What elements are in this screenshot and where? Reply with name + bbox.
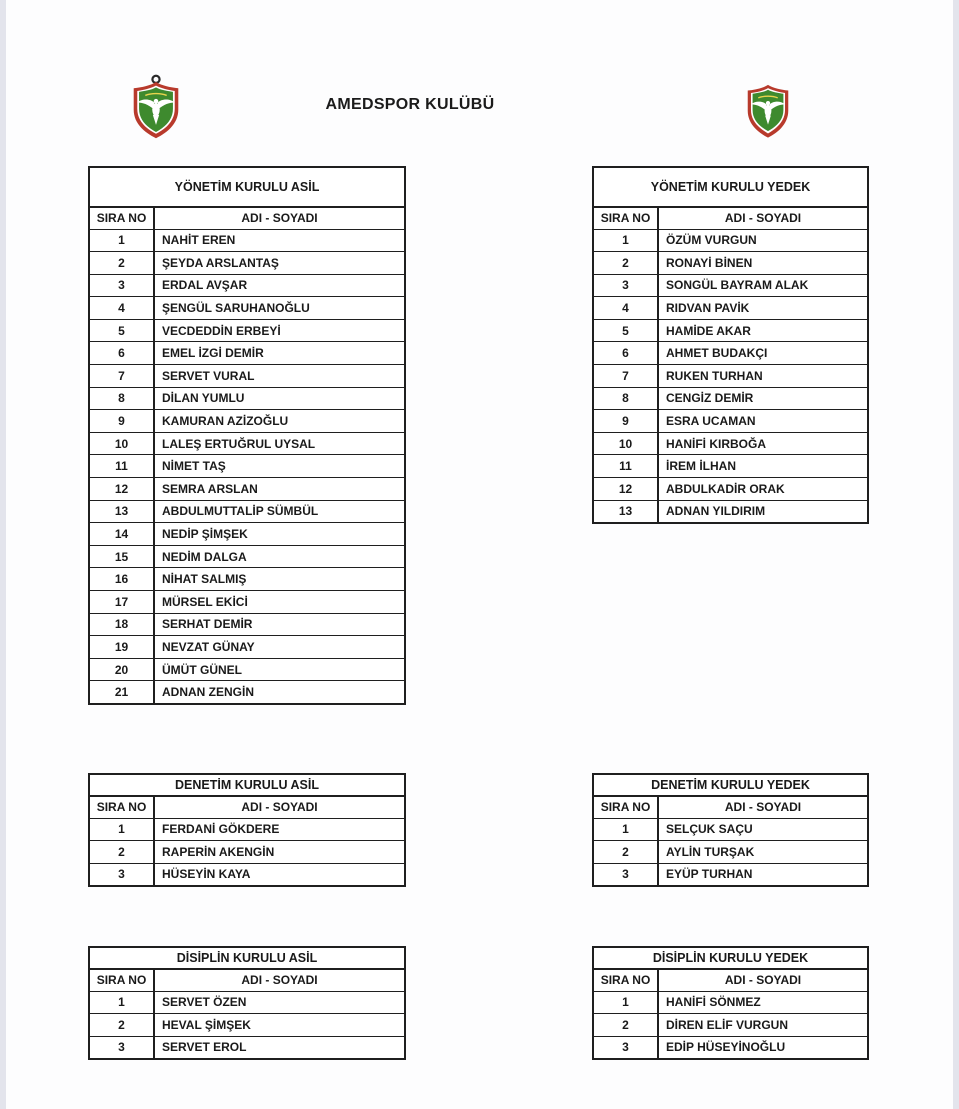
- row-name: HAMİDE AKAR: [666, 323, 751, 338]
- row-name: HÜSEYİN KAYA: [162, 867, 251, 882]
- col-header-adi-soyadi: ADI - SOYADI: [241, 800, 318, 815]
- table-row: [594, 992, 867, 1015]
- row-number: 5: [90, 320, 155, 342]
- table-row: [594, 1014, 867, 1037]
- row-number: 2: [594, 1014, 659, 1036]
- table-title: DİSİPLİN KURULU YEDEK: [594, 948, 867, 970]
- table-row: [90, 478, 404, 501]
- row-number: 3: [594, 1037, 659, 1059]
- row-name: EMEL İZGİ DEMİR: [162, 346, 264, 361]
- board-table-yonetim-kurulu-asil: [88, 166, 406, 705]
- row-name: ADNAN YILDIRIM: [666, 504, 766, 519]
- table-row: [90, 342, 404, 365]
- row-name: ERDAL AVŞAR: [162, 278, 248, 293]
- row-number: 16: [90, 568, 155, 590]
- table-row: [594, 252, 867, 275]
- row-name: NİHAT SALMIŞ: [162, 572, 247, 587]
- row-name: VECDEDDİN ERBEYİ: [162, 323, 281, 338]
- table-header-row: [90, 208, 404, 230]
- table-row: [90, 614, 404, 637]
- row-number: 14: [90, 523, 155, 545]
- row-number: 18: [90, 614, 155, 636]
- table-row: [594, 230, 867, 253]
- row-number: 7: [90, 365, 155, 387]
- table-body: [90, 992, 404, 1059]
- board-table-disiplin-kurulu-yedek: [592, 946, 869, 1060]
- table-row: [594, 841, 867, 864]
- row-name: SERVET ÖZEN: [162, 995, 247, 1010]
- board-table-denetim-kurulu-asil: [88, 773, 406, 887]
- row-name: ÖZÜM VURGUN: [666, 233, 757, 248]
- table-row: [90, 455, 404, 478]
- row-name: SERVET EROL: [162, 1040, 247, 1055]
- row-number: 2: [594, 252, 659, 274]
- row-name: ESRA UCAMAN: [666, 414, 756, 429]
- row-number: 4: [90, 297, 155, 319]
- row-number: 11: [90, 455, 155, 477]
- row-name: SONGÜL BAYRAM ALAK: [666, 278, 809, 293]
- table-row: [594, 819, 867, 842]
- table-row: [594, 365, 867, 388]
- row-name: HANİFİ KIRBOĞA: [666, 436, 766, 451]
- row-number: 9: [90, 410, 155, 432]
- table-header-row: [594, 208, 867, 230]
- row-number: 8: [594, 388, 659, 410]
- col-header-sira-no: SIRA NO: [594, 208, 659, 229]
- row-number: 2: [90, 841, 155, 863]
- col-header-sira-no: SIRA NO: [90, 970, 155, 991]
- table-row: [594, 433, 867, 456]
- page-edge-right: [953, 0, 959, 1109]
- row-number: 1: [594, 992, 659, 1014]
- row-name: HANİFİ SÖNMEZ: [666, 995, 761, 1010]
- table-header-row: [594, 970, 867, 992]
- row-name: DİREN ELİF VURGUN: [666, 1017, 789, 1032]
- col-header-sira-no: SIRA NO: [594, 970, 659, 991]
- row-number: 3: [90, 1037, 155, 1059]
- row-number: 3: [594, 864, 659, 886]
- row-name: SEMRA ARSLAN: [162, 481, 258, 496]
- table-title: DENETİM KURULU YEDEK: [594, 775, 867, 797]
- table-body: [90, 819, 404, 886]
- table-row: [90, 230, 404, 253]
- table-row: [594, 388, 867, 411]
- table-row: [90, 365, 404, 388]
- row-name: NAHİT EREN: [162, 233, 236, 248]
- table-row: [90, 1014, 404, 1037]
- row-number: 1: [90, 819, 155, 841]
- table-row: [90, 591, 404, 614]
- table-row: [90, 501, 404, 524]
- row-name: EYÜP TURHAN: [666, 867, 753, 882]
- col-header-adi-soyadi: ADI - SOYADI: [724, 211, 802, 226]
- col-header-sira-no: SIRA NO: [90, 797, 155, 818]
- row-number: 12: [594, 478, 659, 500]
- table-row: [90, 568, 404, 591]
- row-number: 17: [90, 591, 155, 613]
- table-header-row: [90, 797, 404, 819]
- row-number: 6: [90, 342, 155, 364]
- row-name: ADNAN ZENGİN: [162, 685, 254, 700]
- row-number: 19: [90, 636, 155, 658]
- table-row: [90, 659, 404, 682]
- row-number: 2: [594, 841, 659, 863]
- row-name: RUKEN TURHAN: [666, 368, 763, 383]
- table-row: [594, 275, 867, 298]
- row-number: 3: [594, 275, 659, 297]
- table-row: [90, 819, 404, 842]
- row-name: NEDİM DALGA: [162, 549, 247, 564]
- row-number: 5: [594, 320, 659, 342]
- row-number: 7: [594, 365, 659, 387]
- row-name: İREM İLHAN: [666, 459, 736, 474]
- row-name: NİMET TAŞ: [162, 459, 226, 474]
- row-name: MÜRSEL EKİCİ: [162, 594, 248, 609]
- col-header-sira-no: SIRA NO: [90, 208, 155, 229]
- table-title: DENETİM KURULU ASİL: [90, 775, 404, 797]
- board-table-disiplin-kurulu-asil: [88, 946, 406, 1060]
- table-row: [90, 388, 404, 411]
- row-number: 3: [90, 864, 155, 886]
- row-name: KAMURAN AZİZOĞLU: [162, 414, 289, 429]
- row-number: 13: [594, 501, 659, 523]
- table-row: [90, 297, 404, 320]
- row-number: 1: [90, 992, 155, 1014]
- table-row: [90, 410, 404, 433]
- table-row: [90, 681, 404, 703]
- page-title: AMEDSPOR KULÜBÜ: [325, 96, 495, 113]
- row-number: 4: [594, 297, 659, 319]
- col-header-adi-soyadi: ADI - SOYADI: [241, 973, 318, 988]
- row-number: 13: [90, 501, 155, 523]
- row-number: 3: [90, 275, 155, 297]
- table-row: [90, 1037, 404, 1059]
- table-row: [90, 523, 404, 546]
- row-name: NEVZAT GÜNAY: [162, 639, 255, 654]
- row-number: 10: [90, 433, 155, 455]
- table-header-row: [90, 970, 404, 992]
- row-number: 21: [90, 681, 155, 703]
- table-row: [90, 433, 404, 456]
- table-row: [594, 320, 867, 343]
- table-row: [90, 841, 404, 864]
- row-name: ŞEYDA ARSLANTAŞ: [162, 255, 279, 270]
- table-body: [90, 230, 404, 703]
- col-header-adi-soyadi: ADI - SOYADI: [724, 973, 802, 988]
- row-number: 1: [594, 819, 659, 841]
- row-name: SERVET VURAL: [162, 368, 255, 383]
- table-row: [90, 546, 404, 569]
- table-row: [594, 297, 867, 320]
- row-name: NEDİP ŞİMŞEK: [162, 527, 248, 542]
- row-number: 8: [90, 388, 155, 410]
- row-name: EDİP HÜSEYİNOĞLU: [666, 1040, 786, 1055]
- row-number: 20: [90, 659, 155, 681]
- row-number: 11: [594, 455, 659, 477]
- table-title: YÖNETİM KURULU ASİL: [90, 168, 404, 208]
- row-name: HEVAL ŞİMŞEK: [162, 1017, 251, 1032]
- table-row: [90, 636, 404, 659]
- table-row: [594, 864, 867, 886]
- club-crest-icon: [742, 80, 794, 140]
- table-row: [594, 501, 867, 523]
- table-row: [594, 1037, 867, 1059]
- board-table-denetim-kurulu-yedek: [592, 773, 869, 887]
- row-name: ŞENGÜL SARUHANOĞLU: [162, 301, 310, 316]
- board-table-yonetim-kurulu-yedek: [592, 166, 869, 524]
- row-number: 12: [90, 478, 155, 500]
- row-name: RAPERİN AKENGİN: [162, 844, 275, 859]
- table-row: [594, 410, 867, 433]
- row-number: 1: [594, 230, 659, 252]
- page-edge-left: [0, 0, 6, 1109]
- row-name: SERHAT DEMİR: [162, 617, 253, 632]
- col-header-adi-soyadi: ADI - SOYADI: [724, 800, 802, 815]
- row-number: 2: [90, 252, 155, 274]
- row-name: DİLAN YUMLU: [162, 391, 245, 406]
- row-name: ABDULMUTTALİP SÜMBÜL: [162, 504, 319, 519]
- col-header-sira-no: SIRA NO: [594, 797, 659, 818]
- row-name: AYLİN TURŞAK: [666, 844, 755, 859]
- table-row: [90, 992, 404, 1015]
- row-number: 15: [90, 546, 155, 568]
- row-name: CENGİZ DEMİR: [666, 391, 754, 406]
- table-body: [594, 992, 867, 1059]
- row-number: 9: [594, 410, 659, 432]
- table-title: YÖNETİM KURULU YEDEK: [594, 168, 867, 208]
- table-title: DİSİPLİN KURULU ASİL: [90, 948, 404, 970]
- row-number: 2: [90, 1014, 155, 1036]
- table-body: [594, 230, 867, 523]
- table-row: [594, 478, 867, 501]
- table-header-row: [594, 797, 867, 819]
- row-number: 1: [90, 230, 155, 252]
- row-number: 10: [594, 433, 659, 455]
- row-name: RIDVAN PAVİK: [666, 301, 750, 316]
- row-name: ABDULKADİR ORAK: [666, 481, 785, 496]
- table-row: [90, 275, 404, 298]
- row-name: ÜMÜT GÜNEL: [162, 662, 242, 677]
- row-name: AHMET BUDAKÇI: [666, 346, 768, 361]
- table-row: [90, 320, 404, 343]
- row-name: FERDANİ GÖKDERE: [162, 822, 280, 837]
- col-header-adi-soyadi: ADI - SOYADI: [241, 211, 318, 226]
- club-crest-icon: [127, 74, 185, 140]
- table-row: [90, 864, 404, 886]
- row-name: LALEŞ ERTUĞRUL UYSAL: [162, 436, 316, 451]
- row-name: SELÇUK SAÇU: [666, 822, 753, 837]
- table-row: [90, 252, 404, 275]
- row-number: 6: [594, 342, 659, 364]
- table-row: [594, 342, 867, 365]
- table-row: [594, 455, 867, 478]
- row-name: RONAYİ BİNEN: [666, 255, 753, 270]
- table-body: [594, 819, 867, 886]
